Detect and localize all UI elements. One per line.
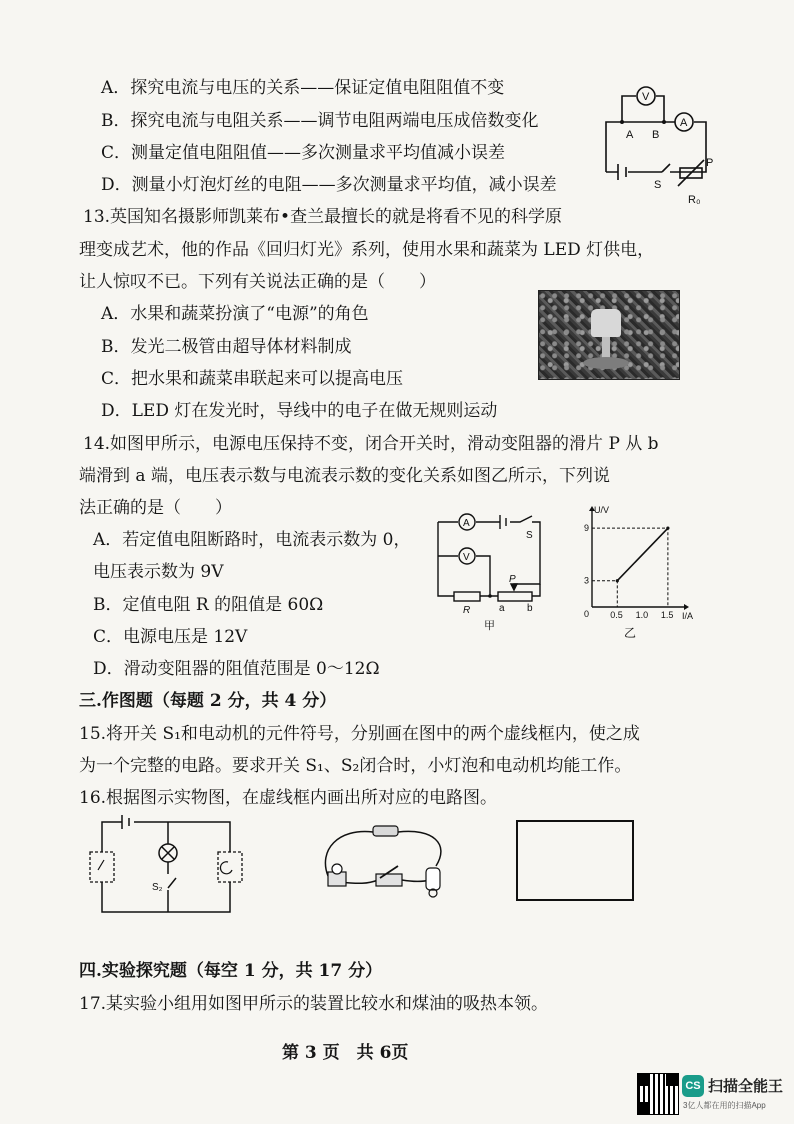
terminal-a-label: a: [499, 603, 505, 614]
y-axis-label: U/V: [594, 505, 610, 515]
knife-switch-icon: [376, 874, 402, 886]
q14-option-c: C．电源电压是 12V: [93, 627, 248, 647]
motor-icon: [426, 868, 440, 890]
q12-option-a: A．探究电流与电压的关系——保证定值电阻阻值不变: [101, 78, 505, 98]
figure-caption-jia: 甲: [484, 620, 495, 632]
y-tick-label: 9: [584, 523, 590, 534]
q14-option-a-line-2: 电压表示数为 9V: [93, 562, 224, 582]
q14-option-d: D．滑动变阻器的阻值范围是 0～12Ω: [93, 659, 380, 679]
series-line-0: [617, 528, 668, 581]
lamp-base: [583, 357, 629, 369]
switch-blade: [662, 164, 670, 172]
switch-s2-label: S₂: [152, 882, 163, 893]
q13-stem-line-3: 让人惊叹不已。下列有关说法正确的是（ ）: [79, 272, 436, 292]
x-tick-label: 1.0: [635, 610, 649, 620]
resistor-label: R: [463, 605, 471, 616]
q12-option-b: B．探究电流与电阻关系——调节电阻两端电压成倍数变化: [101, 111, 539, 131]
q16-stem: 16.根据图示实物图，在虚线框内画出所对应的电路图。: [79, 788, 498, 808]
q14-stem-line-1: 14.如图甲所示，电源电压保持不变，闭合开关时，滑动变阻器的滑片 P 从 b: [83, 434, 659, 454]
x-axis-arrow: [684, 604, 689, 610]
top-wire: [102, 822, 230, 852]
page-footer: 第 3 页 共 6页: [282, 1043, 409, 1063]
data-point-1: [666, 527, 669, 530]
bottom-wire: [438, 522, 540, 596]
q14-circuit-figure-jia: [432, 508, 554, 630]
q13-option-d: D．LED 灯在发光时，导线中的电子在做无规则运动: [101, 401, 498, 421]
q16-answer-box[interactable]: [516, 820, 634, 901]
chart-series: [616, 527, 670, 583]
q14-option-b: B．定值电阻 R 的阻值是 60Ω: [93, 595, 324, 615]
point-b-label: B: [652, 129, 660, 141]
x-tick-label: 0.5: [610, 610, 623, 620]
switch-scribble-icon: [98, 860, 104, 870]
slider-label: P: [509, 574, 516, 585]
voltmeter-label: V: [642, 91, 650, 103]
top-wire: [438, 516, 540, 584]
ammeter-label: A: [680, 117, 688, 129]
resistor-r: [454, 592, 480, 601]
point-a-label: A: [626, 129, 634, 141]
battery-icon: [373, 826, 398, 836]
switch-label: S: [526, 530, 533, 541]
q15-stem-line-2: 为一个完整的电路。要求开关 S₁、S₂闭合时，小灯泡和电动机均能工作。: [79, 756, 632, 776]
switch-label: S: [654, 179, 662, 191]
x-axis-label: I/A: [682, 611, 694, 621]
y-tick-label: 3: [584, 575, 590, 586]
figure-caption-yi: 乙: [624, 626, 637, 640]
q15-circuit-figure: [80, 812, 260, 920]
bottom-wire: [102, 882, 230, 912]
q15-stem-line-1: 15.将开关 S₁和电动机的元件符号，分别画在图中的两个虚线框内，使之成: [79, 724, 640, 744]
wire-top: [325, 831, 440, 876]
rheostat-label: R₀: [688, 194, 701, 206]
dashed-box-right[interactable]: [218, 852, 242, 882]
bulb-icon: [332, 864, 342, 874]
q13-stem-line-1: 13.英国知名摄影师凯莱布•查兰最擅长的就是将看不见的科学原: [83, 207, 563, 227]
origin-label: 0: [584, 609, 590, 619]
rheostat-arrow: [678, 160, 704, 186]
q17-stem: 17.某实验小组用如图甲所示的装置比较水和煤油的吸热本领。: [79, 994, 549, 1014]
led-lamp-photo: [538, 290, 680, 380]
guide-line-0: [592, 581, 617, 607]
slider-label: P: [706, 157, 714, 169]
lamp-shade: [591, 309, 621, 337]
q13-option-a: A．水果和蔬菜扮演了“电源”的角色: [101, 304, 369, 324]
q13-option-b: B．发光二极管由超导体材料制成: [101, 337, 352, 357]
q14-stem-line-3: 法正确的是（ ）: [79, 498, 232, 518]
q12-option-c: C．测量定值电阻阻值——多次测量求平均值减小误差: [101, 143, 506, 163]
section-3-heading: 三.作图题（每题 2 分，共 4 分）: [79, 691, 337, 711]
q12-option-d: D．测量小灯泡灯丝的电阻——多次测量求平均值，减小误差: [101, 175, 557, 195]
ammeter-label: A: [463, 518, 470, 529]
data-point-0: [616, 579, 619, 582]
motor-scribble-icon: [220, 862, 232, 874]
q16-physical-circuit: [318, 820, 458, 902]
section-4-heading: 四.实验探究题（每空 1 分，共 17 分）: [79, 961, 383, 981]
q14-stem-line-2: 端滑到 a 端，电压表示数与电流表示数的变化关系如图乙所示，下列说: [79, 466, 610, 486]
scanner-tagline: 3亿人都在用的扫描App: [683, 1101, 766, 1110]
q13-option-c: C．把水果和蔬菜串联起来可以提高电压: [101, 369, 404, 389]
scanner-app-name: 扫描全能王: [708, 1078, 784, 1095]
terminal-b-label: b: [527, 603, 533, 614]
qr-code-icon: [637, 1073, 679, 1115]
q12-circuit-figure: [598, 78, 723, 210]
voltmeter-label: V: [463, 552, 470, 563]
x-tick-label: 1.5: [660, 610, 674, 620]
camscanner-logo-icon: CS: [682, 1075, 704, 1097]
dashed-box-left[interactable]: [90, 852, 114, 882]
middle-branch: [168, 822, 176, 912]
q13-stem-line-2: 理变成艺术，他的作品《回归灯光》系列，使用水果和蔬菜为 LED 灯供电，: [79, 240, 655, 260]
q14-ui-graph-yi: [570, 505, 694, 640]
q14-option-a-line-1: A．若定值电阻断路时，电流表示数为 0，: [93, 530, 411, 550]
rheostat: [498, 592, 532, 601]
